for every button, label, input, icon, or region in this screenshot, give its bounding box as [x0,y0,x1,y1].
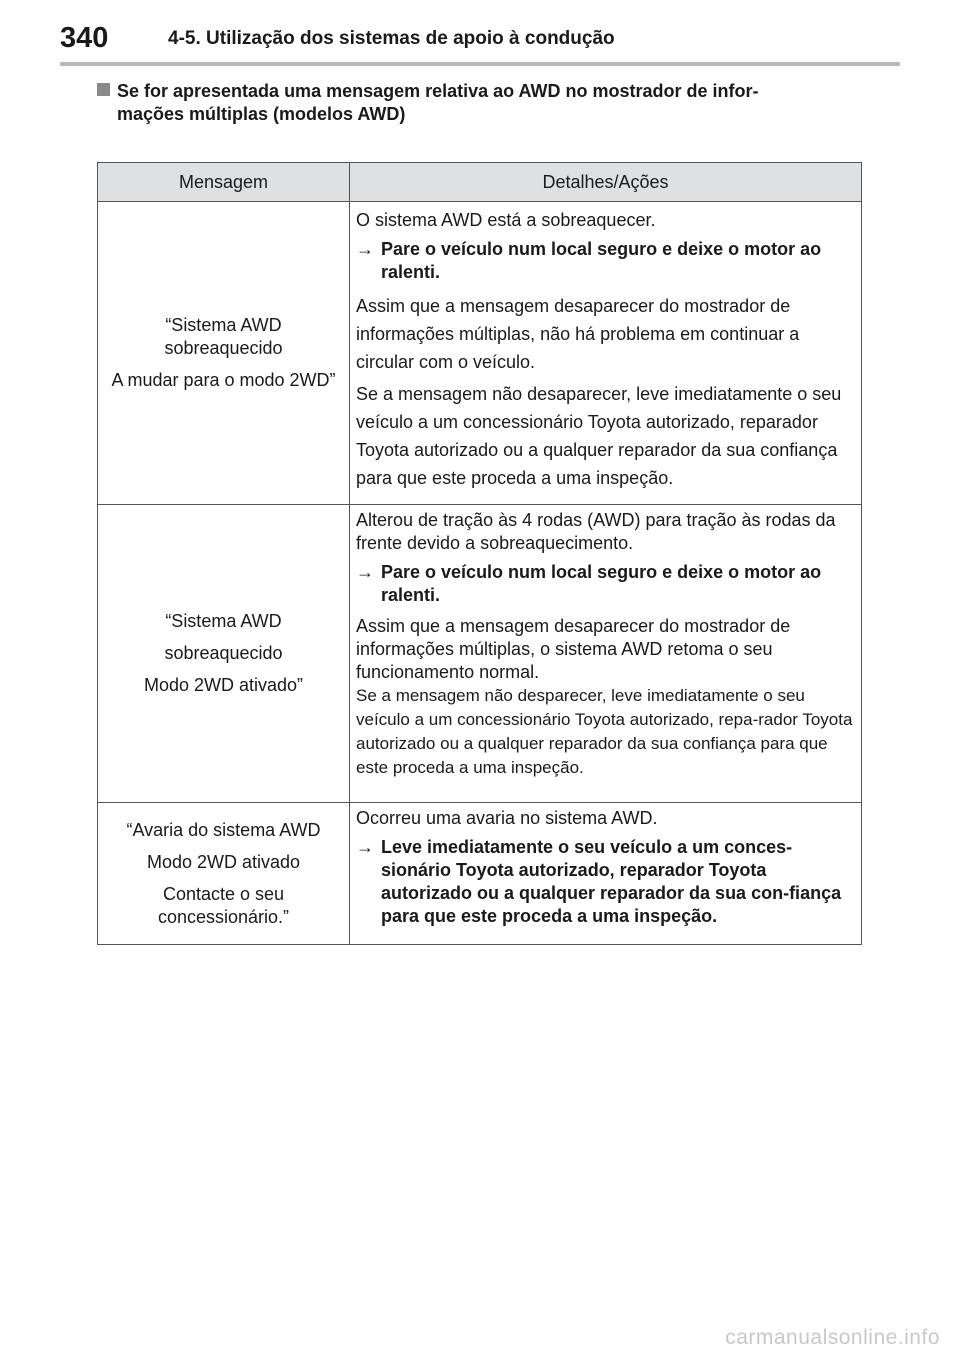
action-item [356,238,855,284]
details-intro: O sistema AWD está a sobreaquecer. [356,210,656,230]
details-cell [350,505,862,803]
message-line: “Avaria do sistema AWD [126,819,321,840]
awd-message-table [97,162,862,945]
arrow-right-icon: → [356,562,374,582]
details-intro: Ocorreu uma avaria no sistema AWD. [356,808,658,828]
details-cell [350,202,862,505]
header-details: Detalhes/Ações [350,163,862,202]
details-paragraph: Se a mensagem não desparecer, leve imediatamente o seu veículo a um concessionário Toyota autorizado, repa-rador Toyota autorizado ou a qualquer reparador da sua confiança para que este proceda a uma inspeção. [356,686,853,777]
message-line: Modo 2WD ativado” [143,675,304,695]
message-line: “Sistema AWD [165,611,282,631]
arrow-right-icon: → [356,837,374,857]
section-title-line1: Se for apresentada uma mensagem relativa ao AWD no mostrador de infor- [117,81,759,101]
table-row [98,202,862,505]
message-cell [98,505,350,803]
table-row [98,505,862,803]
action-text: Pare o veículo num local seguro e deixe o motor ao ralenti. [381,562,822,605]
details-paragraph: Assim que a mensagem desaparecer do mostrador de informações múltiplas, não há problema em continuar a circular com o veículo. [356,296,800,372]
details-paragraph: Se a mensagem não desaparecer, leve imediatamente o seu veículo a um concessionário Toyota autorizado, reparador Toyota autorizado ou a qualquer reparador da sua confiança para que este proceda a uma inspeção. [356,384,842,488]
message-line: Contacte o seu concessionário.” [157,883,290,927]
header-divider [60,62,900,66]
action-item [356,836,855,928]
details-cell [350,803,862,945]
message-line: A mudar para o modo 2WD” [111,370,336,390]
chapter-title: 4-5. Utilização dos sistemas de apoio à condução [168,28,615,49]
page-number: 340 [60,22,109,54]
watermark: carmanualsonline.info [725,1326,940,1349]
action-item [356,561,855,607]
section-title-line2: mações múltiplas (modelos AWD) [117,104,406,124]
message-line: “Sistema AWD sobreaquecido [164,315,283,358]
section-heading [97,80,867,126]
message-line: Modo 2WD ativado [146,851,301,872]
section-title [117,80,867,126]
table-header-row [98,163,862,202]
header-message: Mensagem [98,163,350,202]
message-cell [98,202,350,505]
action-text: Pare o veículo num local seguro e deixe o motor ao ralenti. [381,239,822,282]
table-row [98,803,862,945]
details-intro: Alterou de tração às 4 rodas (AWD) para tração às rodas da frente devido a sobreaquecimento. [356,510,836,553]
page-header [0,0,960,66]
details-paragraph: Assim que a mensagem desaparecer do mostrador de informações múltiplas, o sistema AWD retoma o seu funcionamento normal. [356,616,791,682]
arrow-right-icon: → [356,239,374,259]
action-text: Leve imediatamente o seu veículo a um conces-sionário Toyota autorizado, reparador Toyota autorizado ou a qualquer reparador da sua con-fiança para que este proceda a uma inspeção. [381,837,842,926]
square-bullet-icon [97,83,110,96]
message-line: sobreaquecido [164,643,283,663]
message-cell [98,803,350,945]
